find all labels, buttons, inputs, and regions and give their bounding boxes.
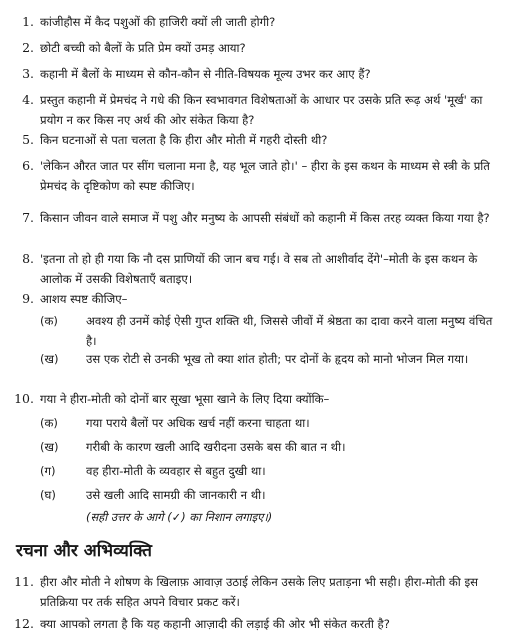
section-title: रचना और अभिव्यक्ति (16, 541, 152, 561)
sub-question-text: वह हीरा-मोती के व्यवहार से बहुत दुखी था। (86, 464, 266, 478)
sub-question-label: (ग) (40, 464, 56, 478)
question-text: छोटी बच्ची को बैलों के प्रति प्रेम क्यों उमड़ आया? (40, 41, 246, 55)
sub-question-text: उस एक रोटी से उनकी भूख तो क्या शांत होती; पर दोनों के हृदय को मानो भोजन मिल गया। (86, 352, 469, 366)
question-text: कांजीहौस में कैद पशुओं की हाजिरी क्यों ली जाती होगी? (40, 15, 276, 29)
question-number: 12. (14, 616, 34, 631)
sub-question-label: (ख) (40, 440, 59, 454)
question-number: 2. (22, 40, 34, 55)
question-text: कहानी में बैलों के माध्यम से कौन-कौन से नीति-विषयक मूल्य उभर कर आए हैं? (40, 67, 371, 81)
question-number: 4. (22, 92, 34, 107)
question-text: प्रस्तुत कहानी में प्रेमचंद ने गधे की किन स्वभावगत विशेषताओं के आधार पर उसके प्रति रूढ़ अर्थ 'मूर्ख' का प्रयोग न कर किस नए अर्थ की ओर संकेत किया है? (40, 93, 483, 127)
sub-question-text: गरीबी के कारण खली आदि खरीदना उसके बस की बात न थी। (86, 440, 346, 454)
question-number: 9. (22, 291, 34, 306)
question-number: 3. (22, 66, 34, 81)
sub-question-label: (क) (40, 416, 58, 430)
sub-question-text: गया पराये बैलों पर अधिक खर्च नहीं करना चाहता था। (86, 416, 310, 430)
question-number: 10. (14, 391, 34, 406)
question-number: 11. (14, 574, 34, 589)
question-text: क्या आपको लगता है कि यह कहानी आज़ादी की लड़ाई की ओर भी संकेत करती है? (40, 617, 390, 631)
question-text: आशय स्पष्ट कीजिए– (40, 292, 128, 306)
question-text: किसान जीवन वाले समाज में पशु और मनुष्य के आपसी संबंधों को कहानी में किस तरह व्यक्त किया गया है? (40, 211, 490, 225)
question-number: 6. (22, 158, 34, 173)
sub-question-label: (ख) (40, 352, 59, 366)
question-number: 1. (22, 14, 34, 29)
question-text: गया ने हीरा-मोती को दोनों बार सूखा भूसा खाने के लिए दिया क्योंकि– (40, 392, 330, 406)
question-number: 5. (22, 132, 34, 147)
question-text: हीरा और मोती ने शोषण के खिलाफ़ आवाज़ उठाई लेकिन उसके लिए प्रताड़ना भी सही। हीरा-मोती की इस प्रतिक्रिया पर तर्क सहित अपने विचार प्रकट करें। (40, 575, 479, 609)
question-number: 7. (22, 210, 34, 225)
question-number: 8. (22, 251, 34, 266)
sub-question-label: (क) (40, 314, 58, 328)
sub-question-text: अवश्य ही उनमें कोई ऐसी गुप्त शक्ति थी, जिससे जीवों में श्रेष्ठता का दावा करने वाला मनुष्य वंचित है। (86, 314, 493, 348)
instruction-note: (सही उत्तर के आगे (✓) का निशान लगाइए।) (86, 510, 273, 524)
sub-question-text: उसे खली आदि सामग्री की जानकारी न थी। (86, 488, 266, 502)
question-text: 'इतना तो हो ही गया कि नौ दस प्राणियों की जान बच गई। वे सब तो आशीर्वाद देंगे'–मोती के इस कथन के आलोक में उसकी विशेषताएँ बताइए। (40, 252, 478, 286)
sub-question-label: (घ) (40, 488, 56, 502)
question-text: किन घटनाओं से पता चलता है कि हीरा और मोती में गहरी दोस्ती थी? (40, 133, 328, 147)
question-text: 'लेकिन औरत जात पर सींग चलाना मना है, यह भूल जाते हो।' – हीरा के इस कथन के माध्यम से स्त्री के प्रति प्रेमचंद के दृष्टिकोण को स्पष्ट कीजिए। (40, 159, 490, 193)
